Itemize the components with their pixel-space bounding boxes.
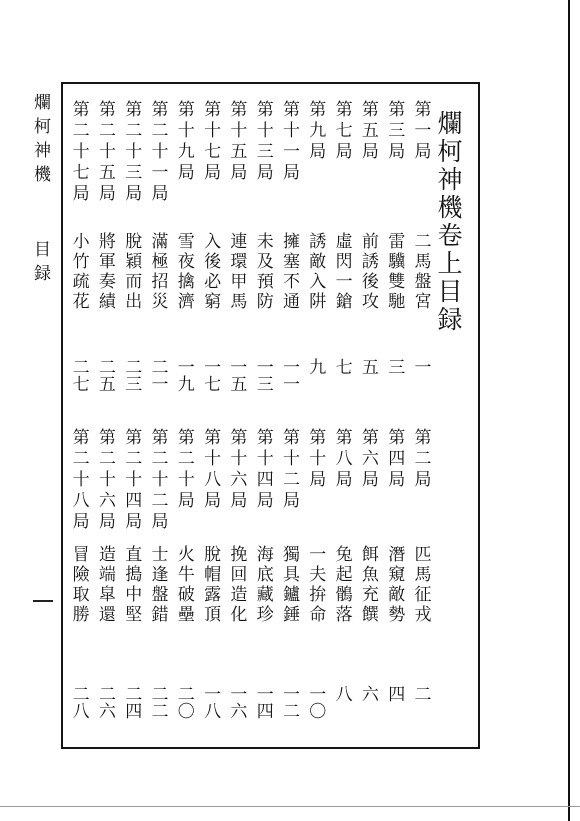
page-number: 一二	[279, 685, 299, 719]
toc-entry-lower[interactable]	[118, 0, 144, 821]
page-number: 一	[410, 358, 431, 375]
game-name: 連環甲馬	[226, 232, 247, 312]
page-number: 一三	[252, 358, 273, 392]
page-number: 二六	[94, 685, 115, 719]
game-name: 入後必窮	[200, 232, 221, 312]
game-number: 第二十局	[173, 428, 194, 512]
game-number: 第十一局	[279, 100, 299, 184]
page-number: 八	[331, 685, 352, 702]
game-number: 第二十八局	[68, 428, 89, 533]
game-name: 未及預防	[252, 232, 273, 312]
page-number: 四	[384, 685, 405, 702]
page-number: 一一	[279, 358, 299, 392]
game-number: 第二十三局	[121, 100, 142, 205]
game-number: 第十局	[305, 428, 326, 491]
game-number: 第五局	[357, 100, 378, 163]
game-name: 二馬盤宮	[410, 232, 431, 312]
page-number: 二八	[68, 685, 89, 719]
game-name: 兔起鶻落	[331, 545, 352, 625]
game-number: 第十四局	[252, 428, 273, 512]
toc-entry-lower[interactable]	[249, 0, 275, 821]
game-name: 餌魚充饌	[357, 545, 378, 625]
toc-entry-lower[interactable]	[354, 0, 380, 821]
toc-entry-lower[interactable]	[302, 0, 328, 821]
game-name: 冒險取勝	[68, 545, 89, 625]
page-number: 一五	[226, 358, 247, 392]
page-number: 二	[410, 685, 431, 702]
page-number: 一八	[200, 685, 221, 719]
page-edge-right	[568, 0, 570, 821]
page-number: 七	[331, 358, 352, 375]
toc-entry-lower[interactable]	[197, 0, 223, 821]
toc-entry-lower[interactable]	[381, 0, 407, 821]
game-name: 獨具鑪錘	[279, 545, 299, 625]
game-name: 脫穎而出	[121, 232, 142, 312]
game-number: 第七局	[331, 100, 352, 163]
game-number: 第四局	[384, 428, 405, 491]
game-number: 第十五局	[226, 100, 247, 184]
page-number: 二五	[94, 358, 115, 392]
page-number: 九	[305, 358, 326, 375]
toc-entry-lower[interactable]	[276, 0, 302, 821]
page-number: 一七	[200, 358, 221, 392]
game-number: 第二十四局	[121, 428, 142, 533]
game-number: 第九局	[305, 100, 326, 163]
game-number: 第十七局	[200, 100, 221, 184]
game-number: 第十六局	[226, 428, 247, 512]
folio-mark	[33, 600, 53, 602]
toc-entry-lower[interactable]	[144, 0, 170, 821]
game-number: 第二十五局	[94, 100, 115, 205]
page-number: 一〇	[305, 685, 326, 719]
game-number: 第二十二局	[147, 428, 168, 533]
game-name: 將軍奏績	[94, 232, 115, 312]
game-name: 虛閃一鎗	[331, 232, 352, 312]
page-number: 一四	[252, 685, 273, 719]
game-name: 擁塞不通	[279, 232, 299, 312]
game-name: 火牛破壘	[173, 545, 194, 625]
game-name: 誘敵入阱	[305, 232, 326, 312]
game-number: 第十八局	[200, 428, 221, 512]
game-name: 挽回造化	[226, 545, 247, 625]
game-name: 小竹疏花	[68, 232, 89, 312]
game-name: 滿極招災	[147, 232, 168, 312]
book-title: 爛柯神機卷上目録	[434, 110, 463, 334]
game-number: 第二十六局	[94, 428, 115, 533]
game-number: 第十九局	[173, 100, 194, 184]
page-number: 六	[357, 685, 378, 702]
page-number: 三	[384, 358, 405, 375]
game-number: 第十三局	[252, 100, 273, 184]
toc-entry-lower[interactable]	[65, 0, 91, 821]
game-name: 前誘後攻	[357, 232, 378, 312]
page-number: 二一	[147, 358, 168, 392]
game-number: 第八局	[331, 428, 352, 491]
toc-entry-lower[interactable]	[170, 0, 196, 821]
game-number: 第三局	[384, 100, 405, 163]
game-number: 第二十七局	[68, 100, 89, 205]
toc-entry-lower[interactable]	[328, 0, 354, 821]
toc-entry-lower[interactable]	[91, 0, 117, 821]
margin-section-label: 目録	[30, 240, 50, 288]
game-name: 造端皐還	[94, 545, 115, 625]
game-number: 第十二局	[279, 428, 299, 512]
game-number: 第六局	[357, 428, 378, 491]
game-name: 士逢盤錯	[147, 545, 168, 625]
game-name: 雷驥雙馳	[384, 232, 405, 312]
page-number: 五	[357, 358, 378, 375]
game-number: 第二十一局	[147, 100, 168, 205]
page-number: 一六	[226, 685, 247, 719]
game-name: 潛窺敵勢	[384, 545, 405, 625]
game-name: 匹馬征戎	[410, 545, 431, 625]
game-name: 直搗中堅	[121, 545, 142, 625]
page-number: 二三	[121, 358, 142, 392]
page-number: 二七	[68, 358, 89, 392]
page-number: 二〇	[173, 685, 194, 719]
game-name: 脫帽露頂	[200, 545, 221, 625]
game-name: 一夫拚命	[305, 545, 326, 625]
page-number: 一九	[173, 358, 194, 392]
toc-entry-lower[interactable]	[223, 0, 249, 821]
page-number: 二二	[147, 685, 168, 719]
game-name: 雪夜擒濟	[173, 232, 194, 312]
toc-entry-lower[interactable]	[407, 0, 433, 821]
game-number: 第一局	[410, 100, 431, 163]
game-name: 海底藏珍	[252, 545, 273, 625]
margin-book-title: 爛柯神機	[30, 93, 50, 189]
margin-title	[28, 93, 53, 288]
page-number: 二四	[121, 685, 142, 719]
game-number: 第二局	[410, 428, 431, 491]
